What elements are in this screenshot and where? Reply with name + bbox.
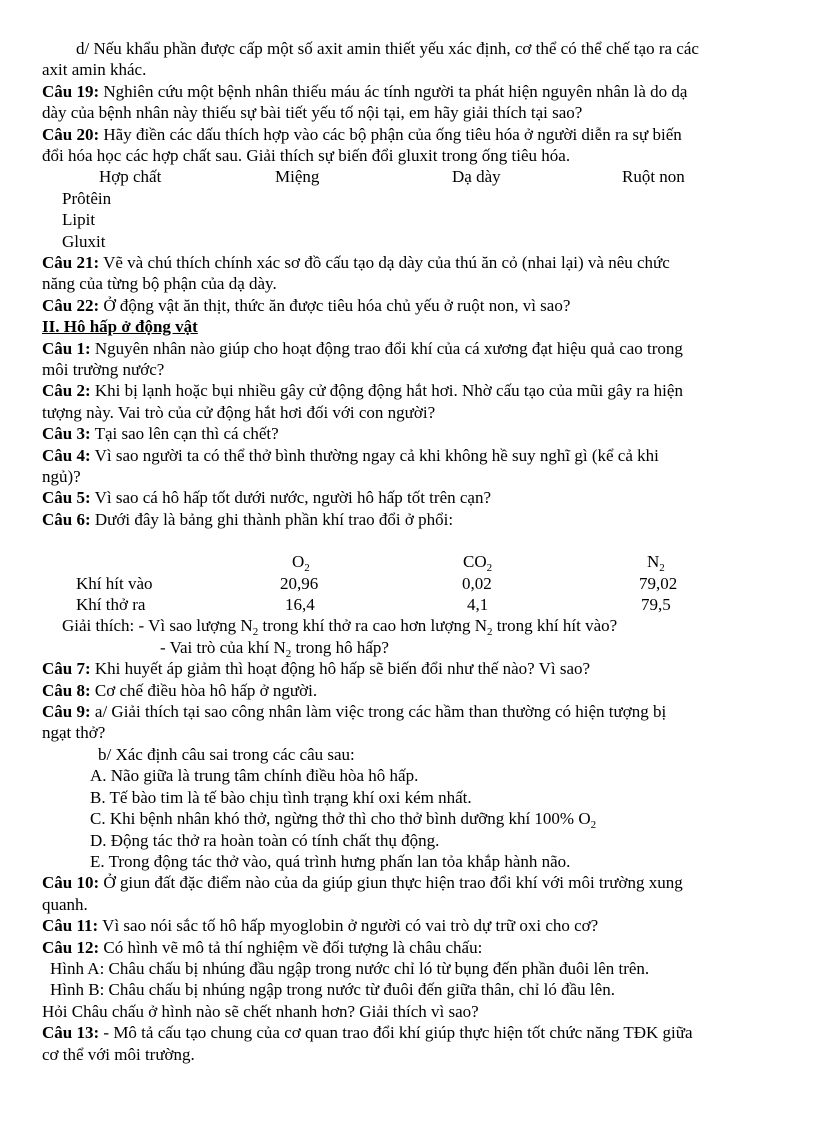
question-8 <box>42 680 777 701</box>
question-text: Cơ chế điều hòa hô hấp ở người. <box>90 680 318 700</box>
digestion-table-row <box>42 188 777 209</box>
table-cell: 20,96 <box>280 573 319 593</box>
question-text: Dưới đây là bảng ghi thành phần khí trao đổi ở phổi: <box>90 509 454 529</box>
text-line: dày của bệnh nhân này thiếu sự bài tiết yếu tố nội tại, em hãy giải thích tại sao? <box>42 103 583 123</box>
text-line: môi trường nước? <box>42 360 165 380</box>
table-row-label: Gluxit <box>62 231 106 251</box>
question-4 <box>42 445 777 466</box>
question-label: Câu 3: <box>42 424 91 444</box>
digestion-table-row <box>42 231 777 252</box>
text-line: axit amin khác. <box>42 60 147 80</box>
table-header-cell: $O_2$ <box>292 552 310 575</box>
text-line: Hình A: Châu chấu bị nhúng đầu ngập trong nước chỉ ló từ bụng đến phần đuôi lên trên. <box>50 958 650 978</box>
text-line: đổi hóa học các hợp chất sau. Giải thích sự biến đổi gluxit trong ống tiêu hóa. <box>42 146 571 166</box>
question-text: Vì sao người ta có thể thở bình thường ngay cả khi không hề suy nghĩ gì (kể cả khi <box>90 445 659 465</box>
table-cell: 16,4 <box>285 595 315 615</box>
table-row-label: Lipit <box>62 210 96 230</box>
text-line: b/ Xác định câu sai trong các câu sau: <box>98 744 355 764</box>
table-header-cell: $CO_2$ <box>463 552 493 575</box>
question-text: Vẽ và chú thích chính xác sơ đồ cấu tạo dạ dày của thú ăn cỏ (nhai lại) và nêu chức <box>99 253 670 272</box>
text-line: Hình B: Châu chấu bị nhúng ngập trong nước từ đuôi đến giữa thân, chỉ ló đầu lên. <box>50 980 615 1000</box>
question-label: Câu 9: <box>42 702 91 722</box>
question-label: Câu 12: <box>42 937 100 957</box>
table-row-label: Prôtêin <box>62 188 112 208</box>
digestion-table-row <box>42 209 777 230</box>
question-21 <box>42 252 777 273</box>
question-5 <box>42 487 777 508</box>
question-22 <box>42 295 777 316</box>
text-line: tượng này. Vai trò của cử động hắt hơi đối với con người? <box>42 402 436 422</box>
table-header-cell: Ruột non <box>622 167 685 187</box>
question-text: Vì sao cá hô hấp tốt dưới nước, người hô hấp tốt trên cạn? <box>90 488 492 508</box>
table-header-cell: $N_2$ <box>647 552 665 575</box>
question-text: Hãy điền các dấu thích hợp vào các bộ phận của ống tiêu hóa ở người diễn ra sự biến <box>99 124 682 144</box>
table-cell: 79,5 <box>641 595 671 615</box>
question-text: Ở giun đất đặc điểm nào của da giúp giun thực hiện trao đổi khí với môi trường xung <box>99 873 683 893</box>
option-a: A. Não giữa là trung tâm chính điều hòa hô hấp. <box>90 766 419 786</box>
option-d: D. Động tác thở ra hoàn toàn có tính chất thụ động. <box>90 830 440 850</box>
question-label: Câu 7: <box>42 659 91 679</box>
table-row-label: Khí thở ra <box>76 595 146 615</box>
gas-table-row <box>42 573 777 594</box>
option-e: E. Trong động tác thở vào, quá trình hưng phấn lan tỏa khắp hành não. <box>90 851 571 871</box>
question-7 <box>42 658 777 679</box>
question-text: Nghiên cứu một bệnh nhân thiếu máu ác tính người ta phát hiện nguyên nhân là do dạ <box>99 81 688 101</box>
question-3 <box>42 423 777 444</box>
gas-table-header <box>42 551 777 575</box>
text-line: Hỏi Châu chấu ở hình nào sẽ chết nhanh hơn? Giải thích vì sao? <box>42 1001 479 1021</box>
question-text: a/ Giải thích tại sao công nhân làm việc trong các hầm than thường có hiện tượng bị <box>90 702 667 722</box>
question-text: Tại sao lên cạn thì cá chết? <box>90 424 279 444</box>
question-label: Câu 1: <box>42 338 91 358</box>
document-page <box>42 38 777 1065</box>
question-label: Câu 5: <box>42 488 91 508</box>
section-heading: II. Hô hấp ở động vật <box>42 317 198 337</box>
spacer <box>42 530 777 551</box>
question-20 <box>42 124 777 145</box>
question-text: Khi bị lạnh hoặc bụi nhiều gây cử động động hắt hơi. Nhờ cấu tạo của mũi gây ra hiện <box>90 381 683 401</box>
question-2 <box>42 380 777 401</box>
explanation-line: - Vai trò của khí $N_2$ trong hô hấp? <box>160 637 389 660</box>
question-text: Nguyên nhân nào giúp cho hoạt động trao đổi khí của cá xương đạt hiệu quả cao trong <box>90 338 683 358</box>
question-label: Câu 2: <box>42 381 91 401</box>
table-cell: 79,02 <box>639 573 678 593</box>
table-cell: 0,02 <box>462 573 492 593</box>
question-label: Câu 21: <box>42 253 100 272</box>
question-label: Câu 22: <box>42 295 100 315</box>
question-label: Câu 10: <box>42 873 100 893</box>
question-10 <box>42 872 777 893</box>
question-label: Câu 13: <box>42 1023 100 1043</box>
table-cell: 4,1 <box>467 595 489 615</box>
question-12 <box>42 937 777 958</box>
digestion-table-header <box>42 166 777 187</box>
table-header-cell: Hợp chất <box>99 167 162 187</box>
option-b: B. Tế bào tim là tế bào chịu tình trạng khí oxi kém nhất. <box>90 787 472 807</box>
gas-table-row <box>42 594 777 615</box>
option-c: C. Khi bệnh nhân khó thở, ngừng thở thì cho thở bình dưỡng khí 100% $O_2$ <box>90 809 597 832</box>
question-text: Có hình vẽ mô tả thí nghiệm về đối tượng là châu chấu: <box>99 937 483 957</box>
question-1 <box>42 338 777 359</box>
question-text: Ở động vật ăn thịt, thức ăn được tiêu hóa chủ yếu ở ruột non, vì sao? <box>99 295 571 315</box>
explanation-line: Giải thích: - Vì sao lượng $N_2$ trong khí thở ra cao hơn lượng $N_2$ trong khí hít vào? <box>62 616 618 639</box>
question-label: Câu 19: <box>42 81 100 101</box>
question-label: Câu 11: <box>42 916 99 936</box>
text-line: cơ thể với môi trường. <box>42 1044 195 1064</box>
text-line: năng của từng bộ phận của dạ dày. <box>42 274 277 294</box>
table-row-label: Khí hít vào <box>76 573 153 593</box>
table-header-cell: Dạ dày <box>452 167 501 187</box>
question-19 <box>42 81 777 102</box>
text-line: d/ Nếu khẩu phần được cấp một số axit amin thiết yếu xác định, cơ thể có thể chế tạo ra các <box>76 39 699 58</box>
question-label: Câu 4: <box>42 445 91 465</box>
table-header-cell: Miệng <box>275 167 320 187</box>
question-11 <box>42 915 777 936</box>
question-6 <box>42 509 777 530</box>
text-line: ngủ)? <box>42 467 81 487</box>
question-13 <box>42 1022 777 1043</box>
text-line: quanh. <box>42 894 88 914</box>
text-line: ngạt thở? <box>42 723 106 743</box>
question-label: Câu 20: <box>42 124 100 144</box>
question-9 <box>42 701 777 722</box>
question-text: Khi huyết áp giảm thì hoạt động hô hấp sẽ biến đổi như thế nào? Vì sao? <box>90 659 591 679</box>
question-label: Câu 6: <box>42 509 91 529</box>
question-label: Câu 8: <box>42 680 91 700</box>
question-text: - Mô tả cấu tạo chung của cơ quan trao đổi khí giúp thực hiện tốt chức năng TĐK giữa <box>99 1023 693 1043</box>
question-text: Vì sao nói sắc tố hô hấp myoglobin ở người có vai trò dự trữ oxi cho cơ? <box>98 916 599 936</box>
